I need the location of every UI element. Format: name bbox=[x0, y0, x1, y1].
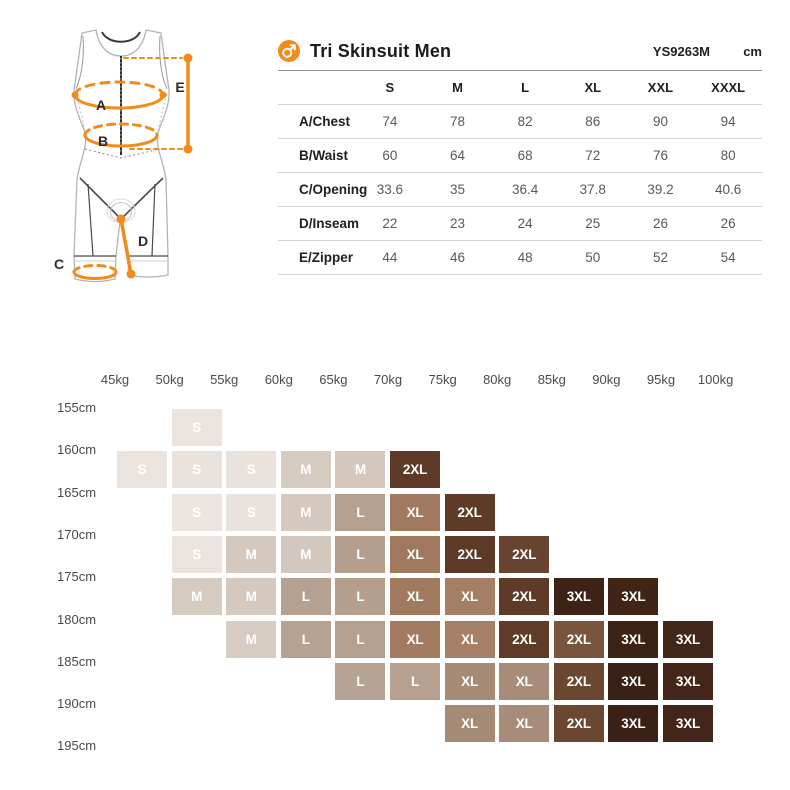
size-cell: L bbox=[335, 578, 385, 615]
height-axis-label: 185cm bbox=[57, 653, 97, 669]
weight-axis-label: 75kg bbox=[428, 372, 457, 387]
size-cell: M bbox=[226, 621, 276, 658]
measurement-value: 74 bbox=[356, 105, 424, 139]
tri-suit-drawing bbox=[38, 18, 270, 310]
size-cell: M bbox=[226, 578, 276, 615]
label-waist: B bbox=[97, 133, 109, 149]
size-cell: XL bbox=[445, 621, 495, 658]
size-column-header: XXL bbox=[627, 71, 695, 105]
measurement-value: 44 bbox=[356, 241, 424, 275]
measure-dot bbox=[184, 54, 193, 63]
corner-cell bbox=[278, 71, 356, 105]
weight-axis-label: 45kg bbox=[100, 372, 130, 387]
size-cell: M bbox=[281, 494, 331, 531]
size-column-header: XL bbox=[559, 71, 627, 105]
height-axis-label: 190cm bbox=[57, 696, 97, 712]
unit-label: cm bbox=[743, 43, 762, 59]
spec-header bbox=[278, 32, 762, 71]
measurement-value: 86 bbox=[559, 105, 627, 139]
weight-axis-label: 50kg bbox=[155, 372, 184, 387]
measurement-value: 64 bbox=[424, 139, 492, 173]
size-cell: M bbox=[335, 451, 385, 488]
size-cell: 3XL bbox=[608, 578, 658, 615]
size-table-body bbox=[278, 105, 762, 275]
measurement-label: B/Waist bbox=[278, 139, 356, 173]
measurement-value: 46 bbox=[424, 241, 492, 275]
weight-axis-label: 100kg bbox=[697, 372, 734, 387]
size-column-header: S bbox=[356, 71, 424, 105]
size-cell: M bbox=[281, 536, 331, 573]
size-cell: 2XL bbox=[554, 621, 604, 658]
size-cell: XL bbox=[499, 705, 549, 742]
size-cell: 3XL bbox=[608, 705, 658, 742]
measurement-value: 94 bbox=[694, 105, 762, 139]
measurement-value: 82 bbox=[491, 105, 559, 139]
size-cell: 3XL bbox=[663, 663, 713, 700]
measurement-value: 22 bbox=[356, 207, 424, 241]
measurement-value: 37.8 bbox=[559, 173, 627, 207]
size-table-row bbox=[278, 105, 762, 139]
size-column-header: L bbox=[491, 71, 559, 105]
measurement-value: 72 bbox=[559, 139, 627, 173]
size-cell: XL bbox=[445, 705, 495, 742]
measurement-label: D/Inseam bbox=[278, 207, 356, 241]
weight-axis-label: 60kg bbox=[264, 372, 293, 387]
measurement-value: 90 bbox=[627, 105, 695, 139]
size-cell: XL bbox=[390, 621, 440, 658]
size-cell: 3XL bbox=[663, 621, 713, 658]
measurement-label: C/Opening bbox=[278, 173, 356, 207]
size-cell: S bbox=[172, 451, 222, 488]
weight-axis-label: 65kg bbox=[319, 372, 348, 387]
measurement-value: 76 bbox=[627, 139, 695, 173]
size-table-row bbox=[278, 241, 762, 275]
size-cell: XL bbox=[390, 578, 440, 615]
size-cell: XL bbox=[445, 663, 495, 700]
height-axis-label: 160cm bbox=[57, 442, 97, 458]
measurement-value: 40.6 bbox=[694, 173, 762, 207]
measurement-value: 36.4 bbox=[491, 173, 559, 207]
size-cell: S bbox=[226, 451, 276, 488]
weight-axis-label: 85kg bbox=[537, 372, 566, 387]
size-cell: L bbox=[335, 663, 385, 700]
weight-axis-label: 80kg bbox=[483, 372, 512, 387]
measurement-value: 52 bbox=[627, 241, 695, 275]
size-cell: 3XL bbox=[608, 663, 658, 700]
size-cell: XL bbox=[445, 578, 495, 615]
male-icon bbox=[278, 40, 300, 62]
size-table-row bbox=[278, 207, 762, 241]
size-spec-panel bbox=[278, 32, 762, 275]
label-inseam: D bbox=[137, 233, 149, 249]
measurement-value: 24 bbox=[491, 207, 559, 241]
size-cell: 3XL bbox=[663, 705, 713, 742]
model-code: YS9263M bbox=[652, 43, 710, 59]
height-axis-label: 195cm bbox=[57, 738, 97, 754]
measurement-value: 33.6 bbox=[356, 173, 424, 207]
measure-dot bbox=[117, 215, 126, 224]
measurement-value: 48 bbox=[491, 241, 559, 275]
size-cell: XL bbox=[390, 536, 440, 573]
size-cell: S bbox=[172, 536, 222, 573]
product-title: Tri Skinsuit Men bbox=[310, 40, 452, 61]
size-cell: M bbox=[172, 578, 222, 615]
size-table-header-row bbox=[278, 71, 762, 105]
label-chest: A bbox=[95, 97, 107, 113]
size-column-header: XXXL bbox=[694, 71, 762, 105]
size-cell: S bbox=[172, 494, 222, 531]
measurement-value: 23 bbox=[424, 207, 492, 241]
size-cell: 2XL bbox=[445, 536, 495, 573]
size-cell: 2XL bbox=[445, 494, 495, 531]
height-axis-label: 170cm bbox=[57, 526, 97, 542]
measurement-value: 78 bbox=[424, 105, 492, 139]
measurement-value: 50 bbox=[559, 241, 627, 275]
size-cell: S bbox=[172, 409, 222, 446]
size-cell: XL bbox=[499, 663, 549, 700]
height-axis-label: 175cm bbox=[57, 569, 97, 585]
size-cell: 2XL bbox=[554, 663, 604, 700]
size-cell: 2XL bbox=[554, 705, 604, 742]
size-cell: XL bbox=[390, 494, 440, 531]
measurement-value: 26 bbox=[627, 207, 695, 241]
collar-seam bbox=[102, 32, 140, 42]
measurement-value: 54 bbox=[694, 241, 762, 275]
size-table-row bbox=[278, 139, 762, 173]
measure-dot bbox=[72, 92, 79, 99]
size-cell: 2XL bbox=[499, 578, 549, 615]
size-cell: L bbox=[281, 578, 331, 615]
weight-axis-label: 95kg bbox=[646, 372, 676, 387]
weight-axis-label: 90kg bbox=[592, 372, 621, 387]
measure-dot bbox=[127, 270, 136, 279]
size-cell: L bbox=[335, 621, 385, 658]
measurement-value: 35 bbox=[424, 173, 492, 207]
measure-dot bbox=[160, 92, 167, 99]
measurement-value: 80 bbox=[694, 139, 762, 173]
size-table bbox=[278, 71, 762, 275]
measurement-label: A/Chest bbox=[278, 105, 356, 139]
size-table-row bbox=[278, 173, 762, 207]
size-cell: 3XL bbox=[554, 578, 604, 615]
label-zipper: E bbox=[175, 79, 185, 95]
size-column-header: M bbox=[424, 71, 492, 105]
size-cell: L bbox=[390, 663, 440, 700]
measurement-value: 60 bbox=[356, 139, 424, 173]
label-opening: C bbox=[53, 256, 65, 272]
height-axis-label: 155cm bbox=[57, 400, 97, 415]
size-cell: L bbox=[281, 621, 331, 658]
size-cell: 2XL bbox=[499, 621, 549, 658]
suit-measurement-diagram bbox=[38, 18, 270, 310]
size-cell: S bbox=[117, 451, 167, 488]
measurement-value: 25 bbox=[559, 207, 627, 241]
size-cell: 3XL bbox=[608, 621, 658, 658]
weight-axis-label: 55kg bbox=[210, 372, 239, 387]
size-cell: M bbox=[226, 536, 276, 573]
measurement-label: E/Zipper bbox=[278, 241, 356, 275]
measure-dot bbox=[184, 145, 193, 154]
size-cell: L bbox=[335, 536, 385, 573]
weight-axis-label: 70kg bbox=[373, 372, 403, 387]
size-cell: 2XL bbox=[390, 451, 440, 488]
height-axis-label: 180cm bbox=[57, 611, 97, 627]
size-cell: 2XL bbox=[499, 536, 549, 573]
measurement-value: 68 bbox=[491, 139, 559, 173]
size-cell: L bbox=[335, 494, 385, 531]
height-axis-label: 165cm bbox=[57, 484, 97, 500]
measurement-value: 39.2 bbox=[627, 173, 695, 207]
size-cell: M bbox=[281, 451, 331, 488]
size-cell: S bbox=[226, 494, 276, 531]
measurement-value: 26 bbox=[694, 207, 762, 241]
